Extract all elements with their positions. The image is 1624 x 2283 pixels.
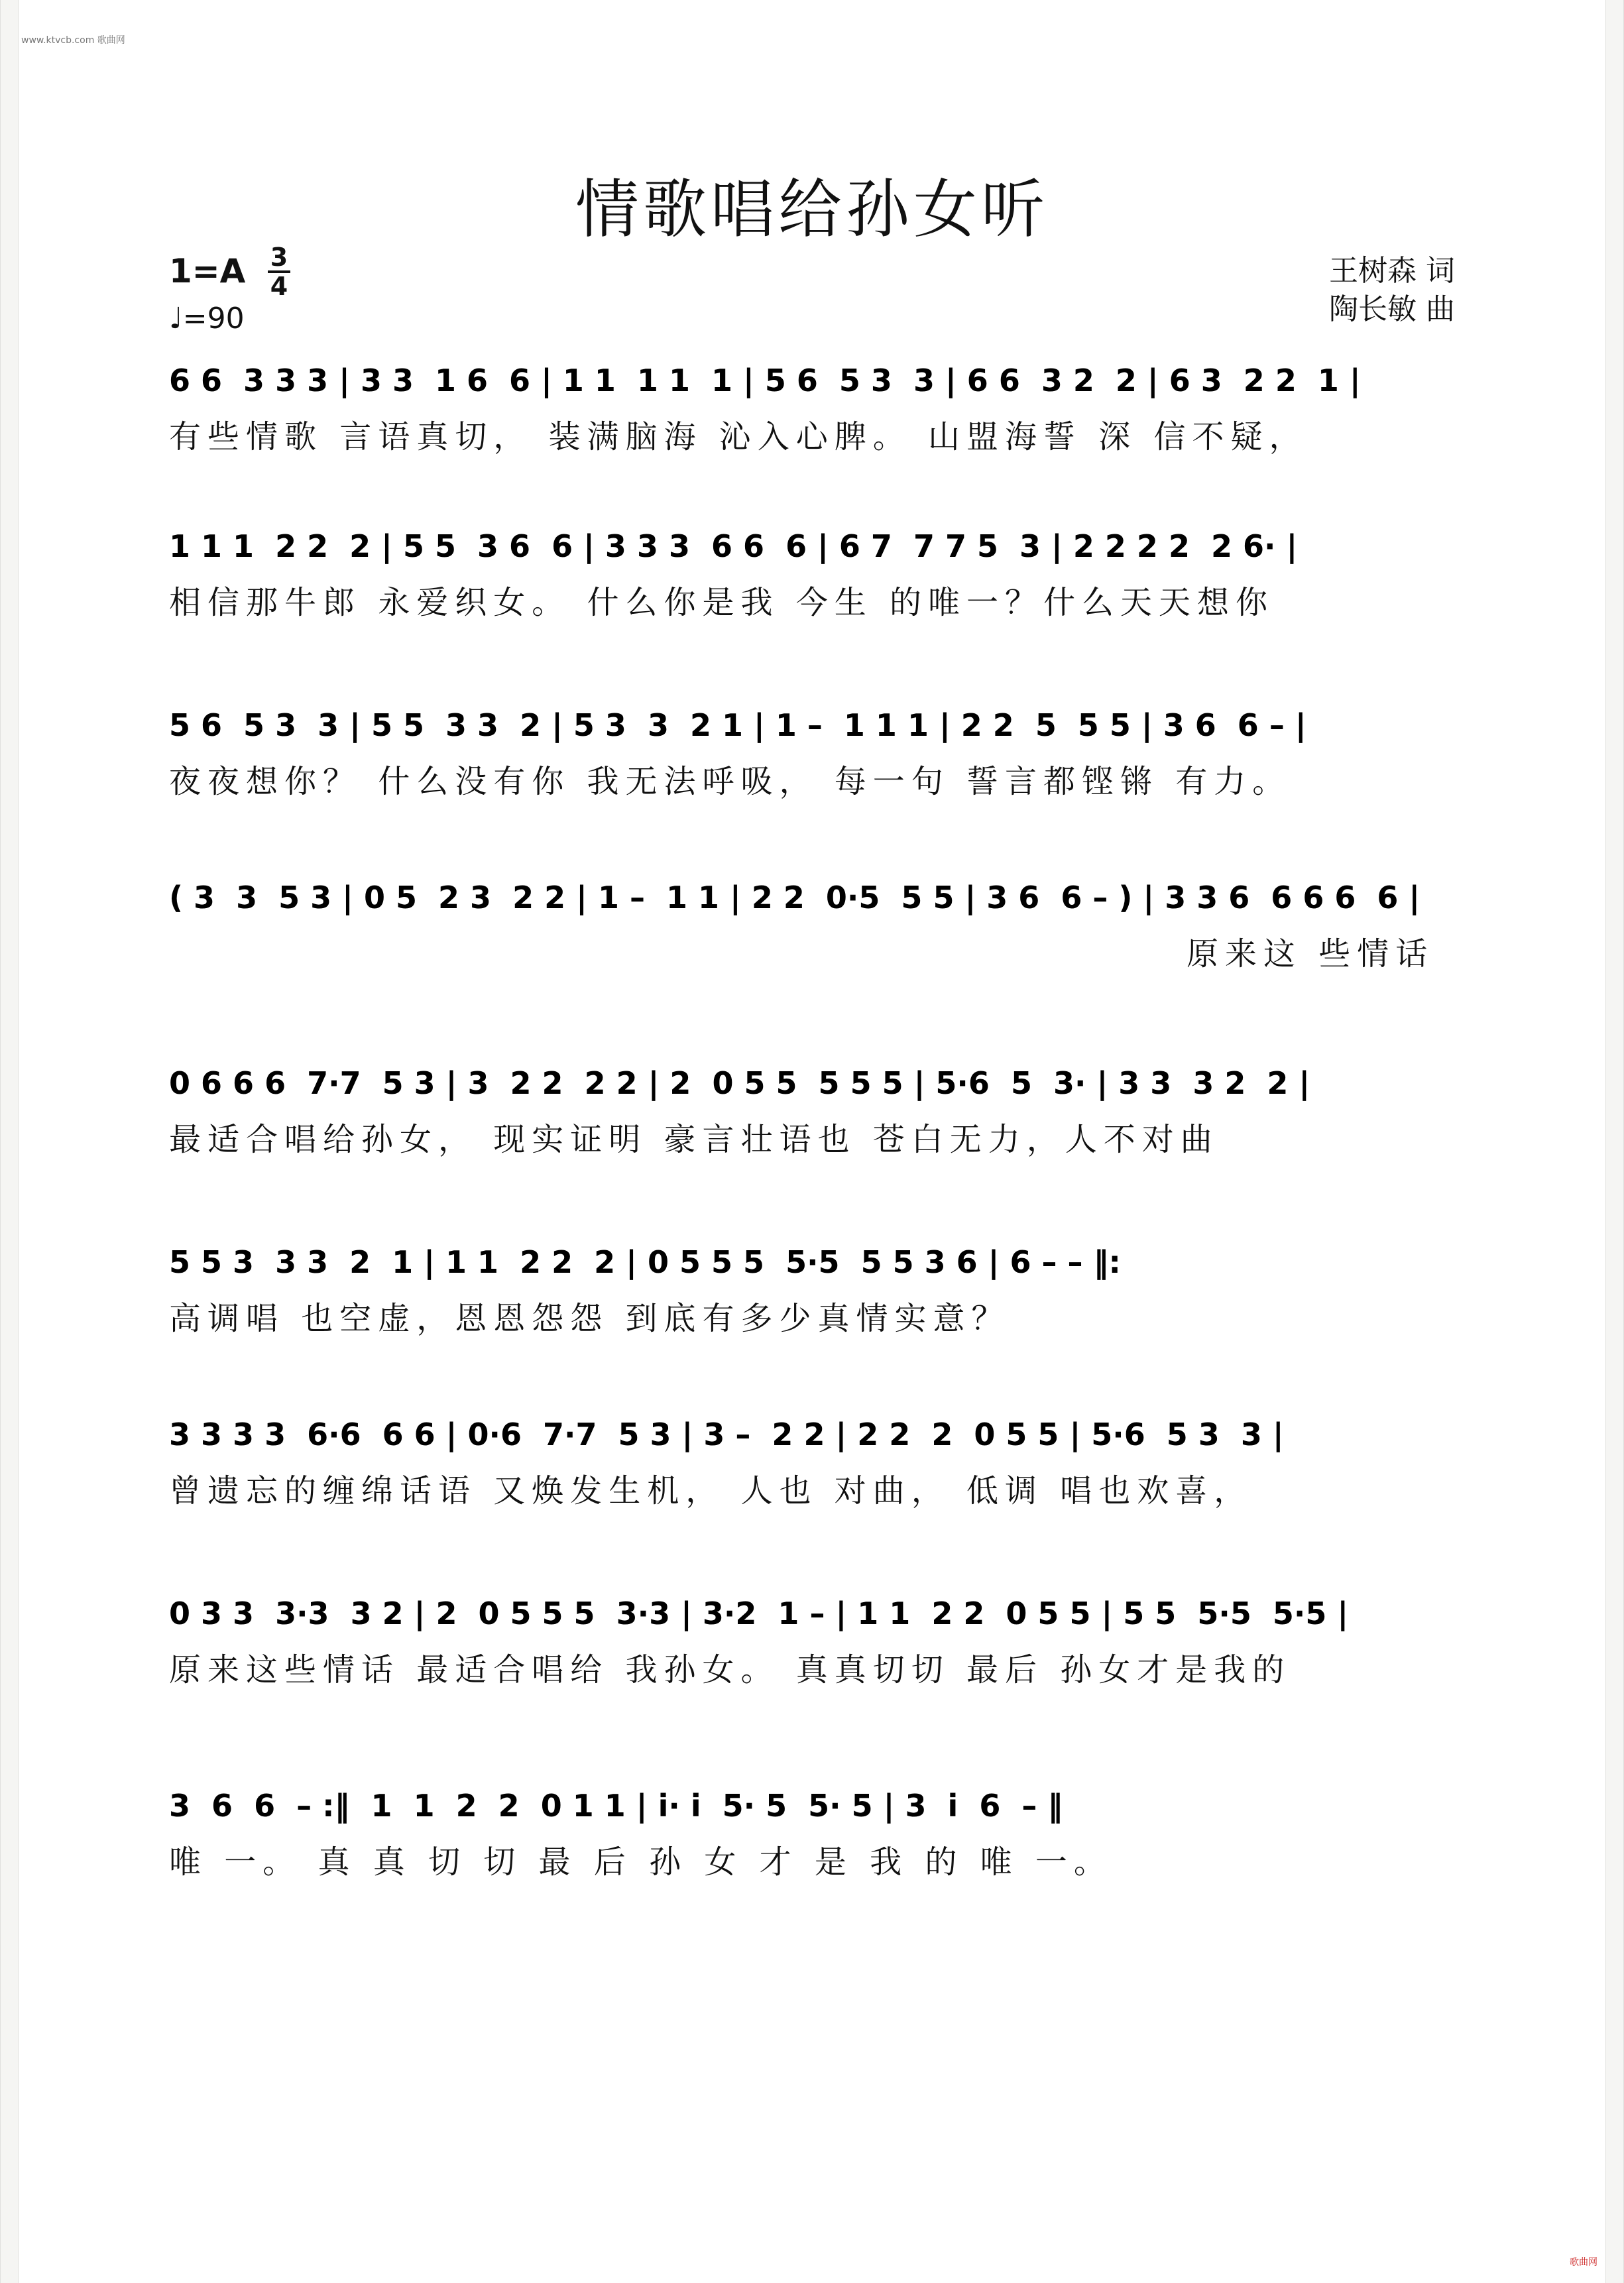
notation-drawing <box>169 517 1463 583</box>
notation-line <box>169 1233 1463 1299</box>
lyrics-line: 夜夜想你？ 什么没有你 我无法呼吸， 每一句 誓言都铿锵 有力。 <box>169 763 1291 800</box>
notation-text: 5 6 5 3 3 | 5 5 3 3 2 | 5 3 3 2 1 | 1 – 1 1 1 | 2 2 5 5 5 | 3 6 6 – | <box>169 707 1306 743</box>
lyrics-line: 高调唱 也空虚，恩恩怨怨 到底有多少真情实意？ <box>169 1300 1010 1337</box>
composer-credit: 陶长敏 曲 <box>1329 292 1455 326</box>
lyrics-line: 曾遗忘的缠绵话语 又焕发生机， 人也 对曲， 低调 唱也欢喜， <box>169 1472 1253 1509</box>
notation-text: 1 1 1 2 2 2 | 5 5 3 6 6 | 3 3 3 6 6 6 | 6 7 7 7 5 3 | 2 2 2 2 2 6· | <box>169 528 1298 564</box>
notation-drawing <box>169 696 1463 762</box>
notation-drawing <box>169 1405 1463 1472</box>
tempo-marking: ♩=90 <box>169 302 245 335</box>
page-edge-left <box>0 0 19 2283</box>
notation-drawing <box>169 1054 1463 1120</box>
notation-drawing <box>169 1233 1463 1299</box>
notation-text: 3 6 6 – :‖ 1 1 2 2 0 1 1 | i· i 5· 5 5· 5 | 3 i 6 – ‖ <box>169 1788 1063 1824</box>
meter-bottom: 4 <box>270 272 288 301</box>
notation-line <box>169 868 1463 935</box>
notation-text: 5 5 3 3 3 2 1 | 1 1 2 2 2 | 0 5 5 5 5·5 5 5 3 6 | 6 – – ‖: <box>169 1244 1121 1280</box>
lyricist-credit: 王树森 词 <box>1329 254 1455 288</box>
notation-line <box>169 1777 1463 1843</box>
notation-drawing <box>169 868 1463 935</box>
notation-drawing <box>169 1777 1463 1843</box>
notation-line <box>169 696 1463 762</box>
notation-line <box>169 517 1463 583</box>
notation-line <box>169 1054 1463 1120</box>
notation-text: 6 6 3 3 3 | 3 3 1 6 6 | 1 1 1 1 1 | 5 6 5 3 3 | 6 6 3 2 2 | 6 3 2 2 1 | <box>169 363 1361 398</box>
notation-text: 3 3 3 3 6·6 6 6 | 0·6 7·7 5 3 | 3 – 2 2 | 2 2 2 0 5 5 | 5·6 5 3 3 | <box>169 1417 1284 1452</box>
notation-line <box>169 351 1463 418</box>
lyrics-line: 最适合唱给孙女， 现实证明 豪言壮语也 苍白无力，人不对曲 <box>169 1121 1219 1158</box>
notation-line <box>169 1584 1463 1651</box>
lyrics-line: 原来这 些情话 <box>1187 935 1434 972</box>
key-signature: 1=A <box>169 252 246 290</box>
notation-text: 0 6 6 6 7·7 5 3 | 3 2 2 2 2 | 2 0 5 5 5 5 5 | 5·6 5 3· | 3 3 3 2 2 | <box>169 1065 1310 1101</box>
notation-drawing <box>169 351 1463 418</box>
notation-text: 0 3 3 3·3 3 2 | 2 0 5 5 5 3·3 | 3·2 1 – | 1 1 2 2 0 5 5 | 5 5 5·5 5·5 | <box>169 1596 1349 1631</box>
footer-logo-text: 歌曲网 <box>1570 2257 1597 2268</box>
lyrics-line: 原来这些情话 最适合唱给 我孙女。 真真切切 最后 孙女才是我的 <box>169 1651 1291 1688</box>
page-edge-right <box>1605 0 1624 2283</box>
notation-text: ( 3 3 5 3 | 0 5 2 3 2 2 | 1 – 1 1 | 2 2 0·5 5 5 | 3 6 6 – ) | 3 3 6 6 6 6 6 | <box>169 880 1421 915</box>
lyrics-line: 有些情歌 言语真切， 装满脑海 沁入心脾。 山盟海誓 深 信不疑， <box>169 418 1308 455</box>
notation-line <box>169 1405 1463 1472</box>
lyrics-line: 唯 一。 真 真 切 切 最 后 孙 女 才 是 我 的 唯 一。 <box>169 1844 1112 1881</box>
lyrics-line: 相信那牛郎 永爱织女。 什么你是我 今生 的唯一？什么天天想你 <box>169 584 1275 621</box>
time-signature <box>268 243 290 301</box>
song-title: 情歌唱给孙女听 <box>575 172 1049 247</box>
meter-top: 3 <box>270 243 288 272</box>
notation-drawing <box>169 1584 1463 1651</box>
site-watermark-text: www.ktvcb.com 歌曲网 <box>21 35 125 46</box>
credits <box>1329 252 1455 329</box>
